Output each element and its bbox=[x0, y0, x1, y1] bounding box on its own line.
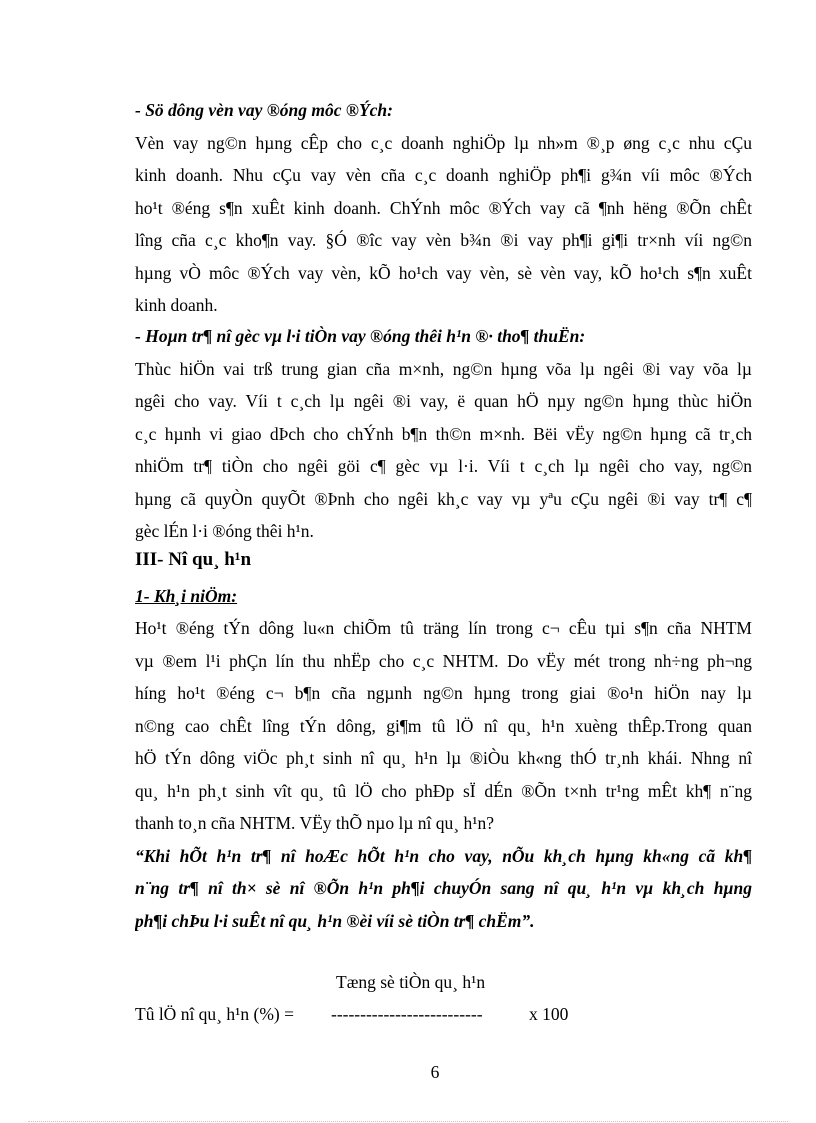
paragraph-line: Vèn vay ng©n hµng cÊp cho c¸c doanh nghiÖp lµ nh»m ®¸p øng c¸c nhu cÇu bbox=[135, 132, 752, 153]
formula-numerator: Tæng sè tiÒn qu¸ h¹n bbox=[336, 972, 486, 992]
paragraph-line: híng ho¹t ®éng c¬ b¶n cña ngµnh ng©n hµng trong giai ®o¹n hiÖn nay lµ bbox=[135, 683, 752, 703]
formula-label: Tû lÖ nî qu¸ h¹n (%) = bbox=[135, 1004, 294, 1024]
formula-fraction-line: -------------------------- bbox=[331, 1004, 483, 1024]
definition-quote-line: n¨ng tr¶ nî th× sè nî ®Õn h¹n ph¶i chuyÓn sang nî qu¸ h¹n vµ kh¸ch hµng bbox=[135, 878, 752, 898]
paragraph-line: gèc lÉn l·i ®óng thêi h¹n. bbox=[135, 521, 314, 541]
paragraph-line: qu¸ h¹n ph¸t sinh vît qu¸ tû lÖ cho phÐp sÏ dÉn ®Õn t×nh tr¹ng mÊt kh¶ n¨ng bbox=[135, 780, 752, 801]
paragraph-line: hÖ tÝn dông viÖc ph¸t sinh nî qu¸ h¹n lµ ®iÒu kh«ng thÓ tr¸nh khái. Nhng nî bbox=[135, 748, 752, 768]
subsection-heading: 1- Kh¸i niÖm: bbox=[135, 586, 238, 606]
section-repayment bbox=[135, 320, 752, 548]
paragraph-line: thanh to¸n cña NHTM. VËy thÕ nµo lµ nî qu¸ h¹n? bbox=[135, 813, 494, 833]
paragraph-line: c¸c hµnh vi giao dÞch cho chÝnh b¶n th©n m×nh. Bëi vËy ng©n hµng cã tr¸ch bbox=[135, 423, 752, 444]
paragraph-line: lîng cña c¸c kho¶n vay. §Ó ®îc vay vèn b¾n ®i vay ph¶i gi¶i tr×nh víi ng©n bbox=[135, 230, 752, 250]
page-bottom-divider bbox=[28, 1121, 788, 1122]
section-purpose bbox=[135, 94, 752, 322]
paragraph-line: ngêi cho vay. Víi t c¸ch lµ ngêi ®i vay, ë quan hÖ nµy ng©n hµng thùc hiÖn bbox=[135, 391, 752, 411]
section-overdue-body bbox=[135, 612, 752, 937]
paragraph-line: nhiÖm tr¶ tiÒn cho ngêi göi c¶ gèc vµ l·i. Víi t c¸ch lµ ngêi cho vay, ng©n bbox=[135, 456, 752, 476]
paragraph-line: n©ng cao chÊt lîng tÝn dông, gi¶m tû lÖ nî qu¸ h¹n xuèng thÊp.Trong quan bbox=[135, 715, 752, 736]
page-number: 6 bbox=[430, 1062, 440, 1082]
paragraph-line: Ho¹t ®éng tÝn dông lu«n chiÕm tû träng lín trong c¬ cÊu tµi s¶n cña NHTM bbox=[135, 618, 752, 638]
paragraph-line: Thùc hiÖn vai trß trung gian cña m×nh, ng©n hµng võa lµ ngêi ®i vay võa lµ bbox=[135, 358, 752, 379]
paragraph-line: vµ ®em l¹i phÇn lín thu nhËp cho c¸c NHTM. Do vËy mét trong nh÷ng ph¬ng bbox=[135, 650, 752, 671]
section-heading: III- Nî qu¸ h¹n bbox=[135, 549, 252, 570]
section-title: - Sö dông vèn vay ®óng môc ®Ých: bbox=[135, 100, 393, 120]
paragraph-line: hµng vÒ môc ®Ých vay vèn, kÕ ho¹ch vay vèn, sè vèn vay, kÕ ho¹ch s¶n xuÊt bbox=[135, 262, 752, 283]
definition-quote-line: “Khi hÕt h¹n tr¶ nî hoÆc hÕt h¹n cho vay, nÕu kh¸ch hµng kh«ng cã kh¶ bbox=[135, 845, 752, 866]
formula-multiplier: x 100 bbox=[529, 1004, 569, 1024]
paragraph-line: ho¹t ®éng s¶n xuÊt kinh doanh. ChÝnh môc ®Ých vay cã ¶nh hëng ®Õn chÊt bbox=[135, 197, 752, 218]
section-title: - Hoµn tr¶ nî gèc vµ l·i tiÒn vay ®óng thêi h¹n ®· tho¶ thuËn: bbox=[135, 326, 586, 346]
paragraph-line: kinh doanh. Nhu cÇu vay vèn cña c¸c doanh nghiÖp ph¶i g¾n víi môc ®Ých bbox=[135, 165, 752, 185]
paragraph-line: kinh doanh. bbox=[135, 295, 218, 315]
definition-quote-line: ph¶i chÞu l·i suÊt nî qu¸ h¹n ®èi víi sè tiÒn tr¶ chËm”. bbox=[135, 910, 535, 931]
paragraph-line: hµng cã quyÒn quyÕt ®Þnh cho ngêi kh¸c vay vµ yªu cÇu ngêi ®i vay tr¶ c¶ bbox=[135, 488, 752, 509]
